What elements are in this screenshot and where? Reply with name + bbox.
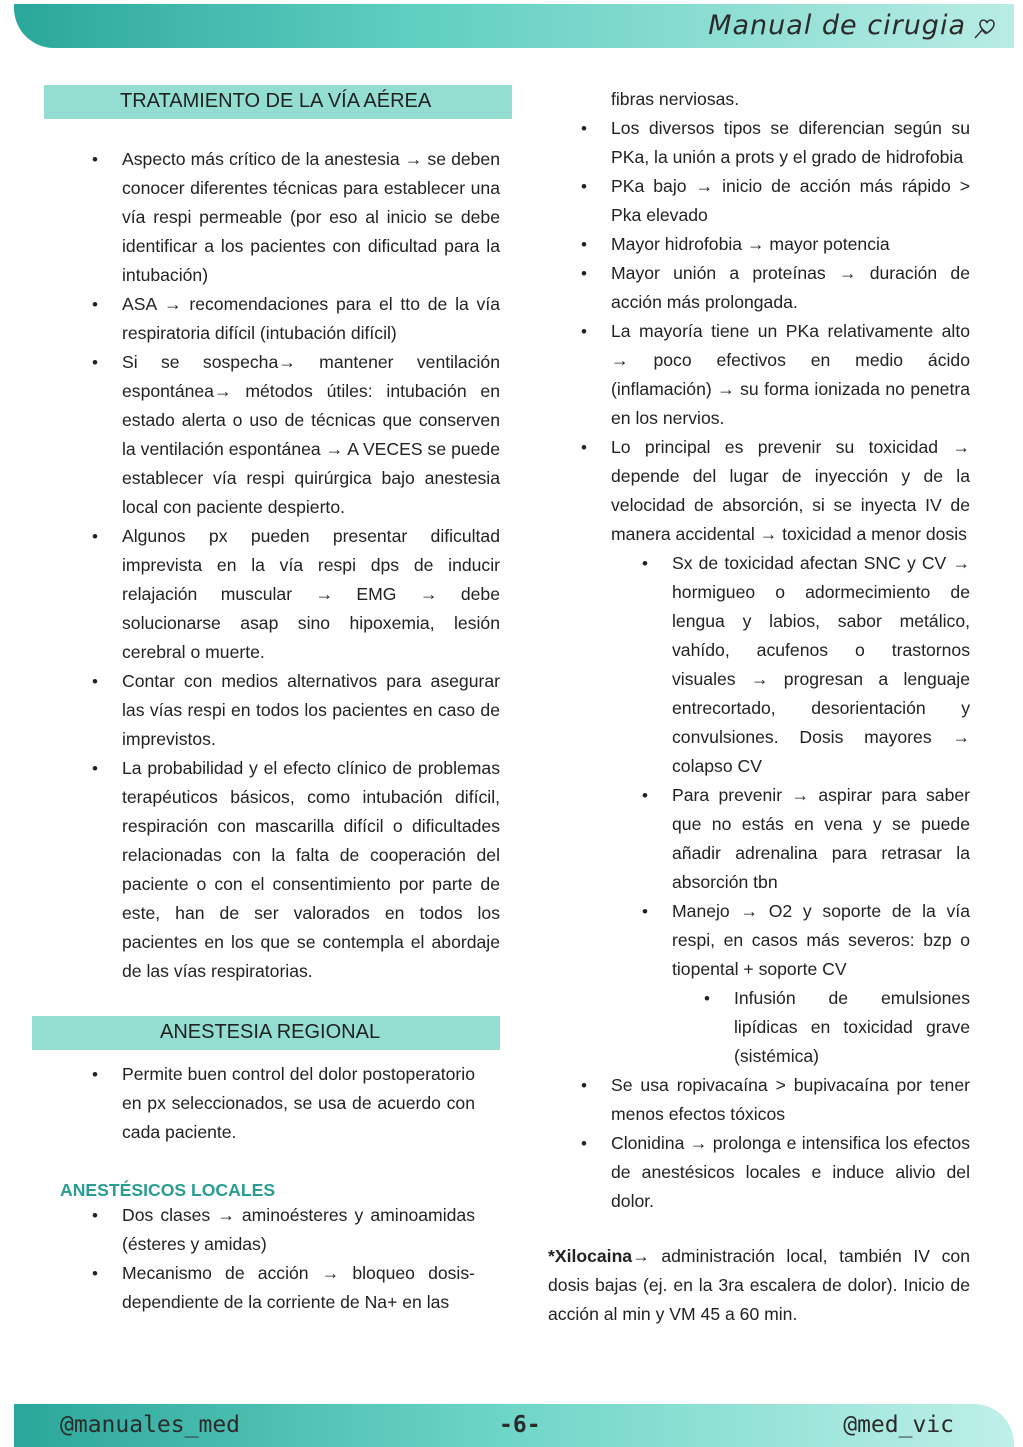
note-text: administración local, también IV con dosis bajas (ej. en la 3ra escalera de dolor). Inicio de acción al min y VM 45 a 60 min. <box>548 1246 970 1324</box>
list-item: • Lo principal es prevenir su toxicidad → depende del lugar de inyección y de la velocidad de absorción, si se inyecta IV de manera accidental → toxicidad a menor dosis <box>611 433 970 549</box>
list-item: • Se usa ropivacaína > bupivacaína por tener menos efectos tóxicos <box>611 1071 970 1129</box>
list-item: • ASA → recomendaciones para el tto de la vía respiratoria difícil (intubación difícil) <box>122 290 500 348</box>
list-item: • Clonidina → prolonga e intensifica los efectos de anestésicos locales e induce alivio del dolor. <box>611 1129 970 1216</box>
list-item: • Permite buen control del dolor postoperatorio en px seleccionados, se usa de acuerdo con cada paciente. <box>122 1060 475 1147</box>
left-column <box>40 85 500 1317</box>
list-item: • La probabilidad y el efecto clínico de problemas terapéuticos básicos, como intubación difícil, respiración con mascarilla difícil o dificultades relacionadas con la falta de cooperación del paciente o con el consentimiento por parte de este, han de ser valorados en todos los pacientes en los que se contempla el abordaje de las vías respiratorias. <box>122 754 500 986</box>
management-sublist <box>672 984 970 1071</box>
header-banner <box>14 4 1014 48</box>
local-anesthetics-list-continued <box>548 1071 970 1216</box>
list-item: • Mecanismo de acción → bloqueo dosis-dependiente de la corriente de Na+ en las <box>122 1259 475 1317</box>
list-item: • PKa bajo → inicio de acción más rápido > Pka elevado <box>611 172 970 230</box>
regional-list <box>40 1060 475 1147</box>
subheading-local-anesthetics: ANESTÉSICOS LOCALES <box>60 1180 276 1200</box>
section-heading-regional: ANESTESIA REGIONAL <box>32 1016 500 1050</box>
list-item: • Aspecto más crítico de la anestesia → se deben conocer diferentes técnicas para establecer una vía respi permeable (por eso al inicio se debe identificar a los pacientes con dificultad para la intubación) <box>122 145 500 290</box>
list-item: • Mayor unión a proteínas → duración de acción más prolongada. <box>611 259 970 317</box>
heart-hand-icon <box>972 12 1002 42</box>
xilocaina-note <box>548 1242 970 1329</box>
header-title: Manual de cirugia <box>708 10 966 41</box>
note-label: *Xilocaina→ <box>548 1246 650 1266</box>
right-column <box>548 85 970 1329</box>
footer-banner <box>14 1404 1014 1447</box>
list-item: • La mayoría tiene un PKa relativamente alto → poco efectivos en medio ácido (inflamación) → su forma ionizada no penetra en los nervios. <box>611 317 970 433</box>
list-item: • Los diversos tipos se diferencian según su PKa, la unión a prots y el grado de hidrofobia <box>611 114 970 172</box>
list-item: • Contar con medios alternativos para asegurar las vías respi en todos los pacientes en caso de imprevistos. <box>122 667 500 754</box>
list-item: • Sx de toxicidad afectan SNC y CV → hormigueo o adormecimiento de lengua y labios, sabor metálico, vahído, acufenos o trastornos visuales → progresan a lenguaje entrecortado, desorientación y convulsiones. Dosis mayores → colapso CV <box>672 549 970 781</box>
section-heading-airway: TRATAMIENTO DE LA VÍA AÉREA <box>44 85 512 119</box>
page-number: -6- <box>499 1412 541 1438</box>
local-anesthetics-list <box>548 114 970 549</box>
airway-list <box>40 145 500 986</box>
footer-handle-left: @manuales_med <box>60 1412 241 1438</box>
list-item: • Mayor hidrofobia → mayor potencia <box>611 230 970 259</box>
list-item: • Si se sospecha→ mantener ventilación espontánea→ métodos útiles: intubación en estado alerta o uso de técnicas que conserven la ventilación espontánea → A VECES se puede establecer vía respi quirúrgica bajo anestesia local con paciente despierto. <box>122 348 500 522</box>
list-item: • Algunos px pueden presentar dificultad imprevista en la vía respi dps de inducir relajación muscular → EMG → debe solucionarse asap sino hipoxemia, lesión cerebral o muerte. <box>122 522 500 667</box>
footer-handle-right: @med_vic <box>843 1412 954 1438</box>
toxicity-sublist <box>609 549 970 984</box>
list-item: • Manejo → O2 y soporte de la vía respi, en casos más severos: bzp o tiopental + soporte CV <box>672 897 970 984</box>
continuation-text: fibras nerviosas. <box>611 89 740 109</box>
list-item: • Infusión de emulsiones lipídicas en toxicidad grave (sistémica) <box>734 984 970 1071</box>
local-list <box>40 1201 475 1317</box>
list-item: • Para prevenir → aspirar para saber que no estás en vena y se puede añadir adrenalina para retrasar la absorción tbn <box>672 781 970 897</box>
list-item: • Dos clases → aminoésteres y aminoamidas (ésteres y amidas) <box>122 1201 475 1259</box>
